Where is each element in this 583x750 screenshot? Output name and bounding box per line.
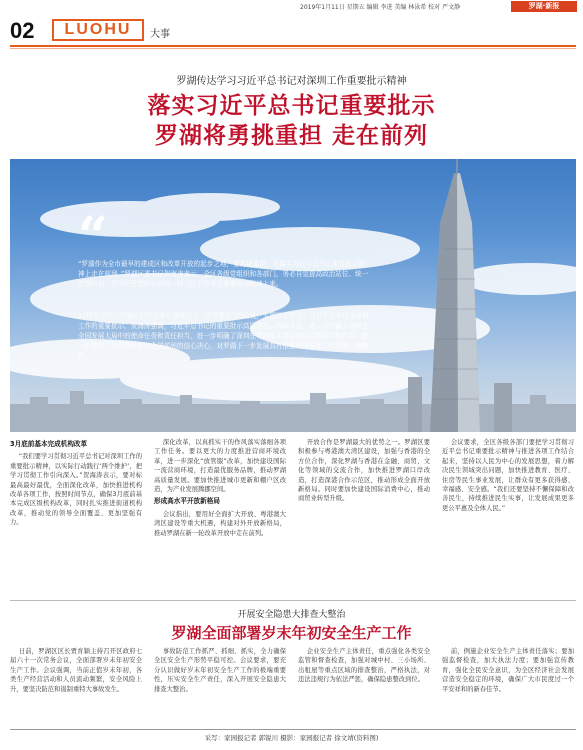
- subhead-2: 形成高水平开放新格局: [154, 497, 220, 506]
- masthead-bar: [0, 0, 583, 14]
- lead-headline-line2: 罗湖将勇挑重担 走在前列: [154, 122, 428, 149]
- second-column-3: [298, 647, 430, 725]
- hero-paragraph-1: “罗湖作为全市最早的建成区和改革开放的起步之地，要勇挑重担，在落实习近平总书记重要批示精神上走在前列。”罗湖区委书记贺海涛表示，全区各级党组织和各部门，务必自觉提高政治站位、统一思想认识，坚决把思想和行动统一到习近平总书记重要批示精神上来。: [78, 260, 369, 288]
- byline-credit: 采写：家园报记者 郭锐川 摄影：家园报记者 徐文靖(资料图): [204, 734, 379, 742]
- header-rule: [10, 45, 576, 47]
- second-column-4: [442, 647, 574, 725]
- section-name: 大事: [150, 29, 170, 40]
- lead-headline-line1: 落实习近平总书记重要批示: [147, 92, 436, 119]
- hero-paragraph-2: 1月7日下午，罗湖区召开区委七届第七十一次常委(扩大)会议，专题传达学习了习近平总书记对深圳工作的重要批示，贺海涛强调，习近平总书记的重要批示高屋建瓴、内涵丰富，进一步明确了深圳在全国发展大局中的使命任务和责任担当，进一步明确了深圳在粤港澳大湾区建设中的地位和作用，进一步提振了深圳继续走在全国前列的信心决心，对罗湖下一步发展具有很强的指导性、针对性、战略性。: [78, 312, 369, 360]
- column-2b-text: 会议指出，要用好全面扩大开放、粤港澳大湾区建设等重大机遇，构建对外开放新格局，推动罗湖在新一轮改革开放中走在前列。: [154, 510, 286, 537]
- second-column-2-text: 事故防范工作抓严、抓细、抓实，全力确保全区安全生产形势平稳可控。会议要求，要充分认识做好岁末年初安全生产工作的极端重要性，压实安全生产责任，深入开展安全隐患大排查大整治。: [154, 648, 286, 693]
- subhead-1: 3月底前基本完成机构改革: [10, 440, 88, 448]
- credit-rule: [10, 729, 576, 730]
- column-1-text: “我们要学习贯彻习近平总书记对深圳工作的重要批示精神，以实际行动践行‘两个维护’，把学习贯彻工作引向深入。”贺海涛表示，要对标最高最好最优，全面深化改革，加快推进机构改革各项工作，按照时间节点，确保3月底前基本完成区级机构改革，同时扎实推进街道机构改革，推动党的领导全面覆盖、更加坚强有力。: [10, 453, 142, 527]
- page-number: 02: [10, 18, 35, 43]
- section-header: [10, 16, 576, 44]
- skyline-illustration: [10, 159, 576, 432]
- column-2-text: 深化改革，以真抓实干的作风落实落细各项工作任务。要以更大的力度推进营商环境改革，进一步深化“放管服”改革，加快建设国际一流营商环境，打造最优服务品牌，推动罗湖高质量发展。要加快推进城市更新和棚户区改造，为产业发展腾挪空间。: [154, 439, 286, 494]
- second-column-2: [154, 647, 286, 725]
- second-kicker: 开展安全隐患大排查大整治: [237, 610, 346, 620]
- issue-meta: 2019年1月11日 星期五 编辑 李进 美编 林泳希 校对 严文静: [300, 4, 461, 11]
- lead-kicker: 罗湖传达学习习近平总书记对深圳工作重要批示精神: [176, 76, 407, 87]
- article-divider: [10, 600, 576, 601]
- second-headline: 罗湖全面部署岁末年初安全生产工作: [171, 624, 412, 642]
- quote-mark-icon: “: [78, 206, 108, 267]
- header-rule-thin: [10, 48, 576, 49]
- second-column-1-text: 日前，罗湖区区长贾育颖主持召开区政府七届六十一次常务会议，全面部署岁末年初安全生产工作。会议强调，当前正值岁末年初，各类生产经营活动和人员流动频繁，安全风险上升，要坚决防范和遏制重特大事故发生。: [10, 648, 142, 693]
- section-logo: LUOHU: [52, 19, 144, 41]
- second-article-body: [10, 647, 576, 725]
- column-4-text: 会议要求，全区各级各部门要把学习贯彻习近平总书记重要批示精神与推进各项工作结合起来，坚持以人民为中心的发展思想，着力解决民生领域突出问题，加快推进教育、医疗、住房等民生事业发展，让群众有更多获得感、幸福感、安全感。“我们还要坚持不懈保障和改善民生，持续推进民生实事，让发展成果更多更公平惠及全体人民。”: [442, 439, 574, 512]
- brand-tag: 罗湖·新报: [511, 1, 577, 12]
- tower: [430, 159, 480, 432]
- hero-photo: [10, 159, 576, 432]
- second-column-1: [10, 647, 142, 725]
- second-column-3-text: 企业安全生产主体责任，重点强化各类安全监管和督查检查，加强对城中村、三小场所、出租屋等重点区域的排查整治，严格执法，对违法违规行为依法严惩，确保隐患整改到位。: [298, 648, 430, 684]
- column-3-text: 开放合作是罗湖最大的优势之一。罗湖区要积极参与粤港澳大湾区建设，加强与香港的全方位合作，深化罗湖与香港在金融、商贸、文化等领域的交流合作，加快推进罗湖口岸改造，打造深港合作示范区，推动形成全面开放新格局。同时要加快建设国际消费中心，推动商贸业转型升级。: [298, 439, 430, 503]
- second-column-4-text: 前，例施企业安全生产主体责任落实；要加强监督检查，加大执法力度；要加强宣传教育，强化全民安全意识，为全区经济社会发展营造安全稳定的环境，确保广大市民度过一个平安祥和的新春佳节。: [442, 648, 574, 693]
